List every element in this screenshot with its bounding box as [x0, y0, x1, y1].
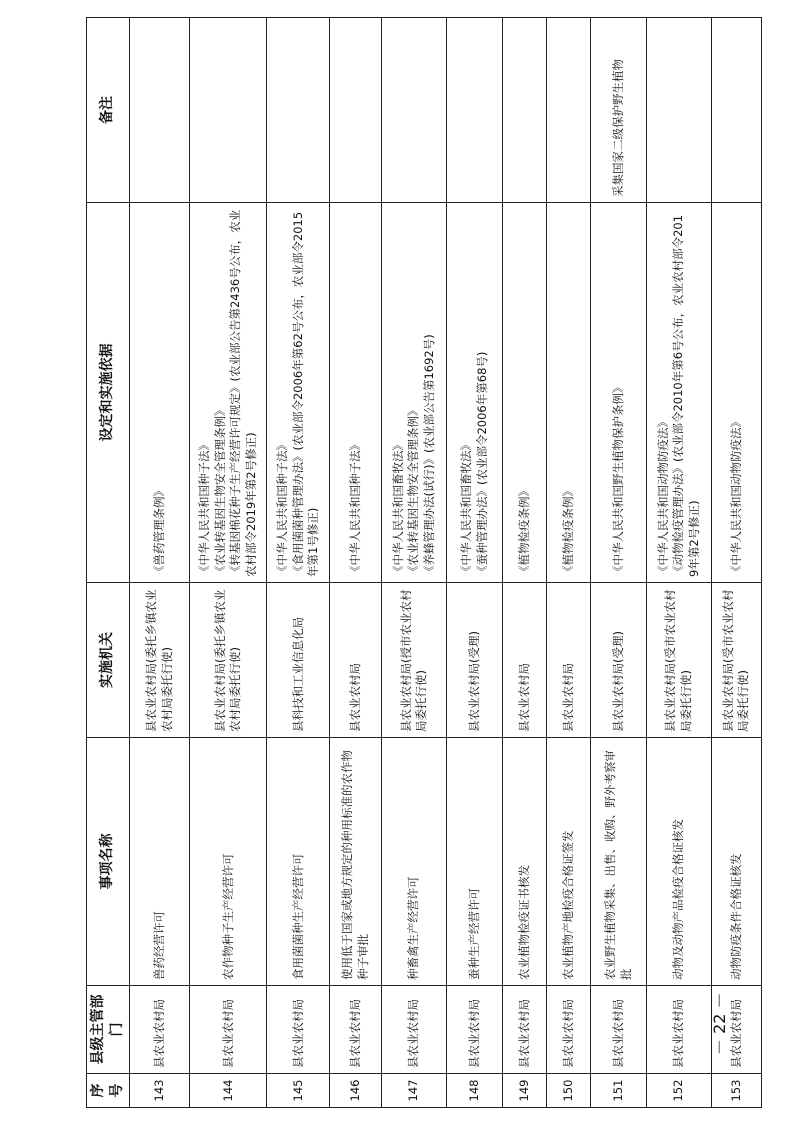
- row-department: 县农业农村局: [330, 986, 382, 1074]
- row-number: 151: [590, 1074, 646, 1108]
- legal-basis-line: 《动物检疫管理办法》(农业部令2010年第6号公布，农业农村部令2019年第2号修正): [671, 214, 701, 577]
- table-row: [129, 18, 190, 1108]
- legal-basis-line: 《中华人民共和国野生植物保护条例》: [610, 381, 625, 577]
- row-department: 县农业农村局: [190, 986, 267, 1074]
- administrative-licensing-table: [86, 17, 762, 1108]
- row-number: 150: [547, 1074, 591, 1108]
- row-legal-basis: [647, 203, 712, 583]
- legal-basis-line: 《植物检疫条例》: [560, 485, 575, 577]
- legal-basis-line: 《中华人民共和国畜牧法》: [390, 439, 405, 577]
- row-note: [547, 18, 591, 203]
- row-number: 144: [190, 1074, 267, 1108]
- header-basis: 设定和实施依据: [87, 203, 130, 583]
- row-implementing-agency: 县农业农村局(受理): [590, 583, 646, 738]
- row-legal-basis: [382, 203, 447, 583]
- row-legal-basis: [267, 203, 330, 583]
- row-legal-basis: [711, 203, 761, 583]
- page-number: － 22 －: [710, 992, 729, 1055]
- row-department: 县农业农村局: [647, 986, 712, 1074]
- row-implementing-agency: 县农业农村局(委托乡镇农业农村局委托行使): [190, 583, 267, 738]
- row-item-name: 种畜禽生产经营许可: [382, 738, 447, 986]
- row-note: [190, 18, 267, 203]
- row-item-name: 兽药经营许可: [129, 738, 190, 986]
- row-department: 县农业农村局: [382, 986, 447, 1074]
- row-department: 县农业农村局: [503, 986, 547, 1074]
- header-note: 备注: [87, 18, 130, 203]
- row-note: [446, 18, 502, 203]
- legal-basis-line: 《植物检疫条例》: [516, 485, 531, 577]
- table-row: [711, 18, 761, 1108]
- table-row: [503, 18, 547, 1108]
- row-legal-basis: [446, 203, 502, 583]
- table-row: [446, 18, 502, 1108]
- legal-basis-line: 《蚕种管理办法》(农业部令2006年第68号): [474, 351, 489, 577]
- legal-basis-line: 《养蜂管理办法(试行)》(农业部公告第1692号): [421, 334, 436, 577]
- row-legal-basis: [129, 203, 190, 583]
- table-row: [190, 18, 267, 1108]
- row-note: [382, 18, 447, 203]
- row-number: 148: [446, 1074, 502, 1108]
- row-note: [267, 18, 330, 203]
- row-note: 采集国家二级保护野生植物: [590, 18, 646, 203]
- row-department: 县农业农村局: [446, 986, 502, 1074]
- rotated-table-container: [86, 18, 762, 1108]
- header-no: 序号: [87, 1074, 130, 1108]
- legal-basis-line: 《中华人民共和国畜牧法》: [459, 439, 474, 577]
- legal-basis-line: 《农业转基因生物安全管理条例》: [212, 404, 227, 577]
- row-number: 152: [647, 1074, 712, 1108]
- row-item-name: 农作物种子生产经营许可: [190, 738, 267, 986]
- row-item-name: 动物及动物产品检疫合格证核发: [647, 738, 712, 986]
- row-legal-basis: [547, 203, 591, 583]
- legal-basis-line: 《中华人民共和国种子法》: [347, 439, 362, 577]
- row-item-name: 蚕种生产经营许可: [446, 738, 502, 986]
- row-number: 149: [503, 1074, 547, 1108]
- legal-basis-line: 《中华人民共和国种子法》: [274, 439, 289, 577]
- row-note: [129, 18, 190, 203]
- row-implementing-agency: 县农业农村局(委托乡镇农业农村局委托行使): [129, 583, 190, 738]
- legal-basis-line: 《中华人民共和国动物防疫法》: [655, 416, 670, 577]
- row-note: [647, 18, 712, 203]
- row-legal-basis: [330, 203, 382, 583]
- table-row: [647, 18, 712, 1108]
- table-row: [547, 18, 591, 1108]
- row-item-name: 食用菌菌种生产经营许可: [267, 738, 330, 986]
- row-department: 县农业农村局: [129, 986, 190, 1074]
- row-implementing-agency: 县科技和工业信息化局: [267, 583, 330, 738]
- row-department: 县农业农村局: [547, 986, 591, 1074]
- table-header-row: [87, 18, 130, 1108]
- row-implementing-agency: 县农业农村局(受市农业农村局委托行使): [647, 583, 712, 738]
- row-implementing-agency: 县农业农村局: [503, 583, 547, 738]
- row-item-name: 使用低于国家或地方规定的种用标准的农作物种子审批: [330, 738, 382, 986]
- legal-basis-line: 《农业转基因生物安全管理条例》: [406, 404, 421, 577]
- row-implementing-agency: 县农业农村局(受市农业农村局委托行使): [711, 583, 761, 738]
- row-implementing-agency: 县农业农村局(受理): [446, 583, 502, 738]
- table-row: [267, 18, 330, 1108]
- table-row: [382, 18, 447, 1108]
- legal-basis-line: 《兽药管理条例》: [151, 485, 166, 577]
- row-item-name: 农业植物检疫证书核发: [503, 738, 547, 986]
- header-org: 实施机关: [87, 583, 130, 738]
- header-name: 事项名称: [87, 738, 130, 986]
- row-note: [503, 18, 547, 203]
- row-implementing-agency: 县农业农村局: [547, 583, 591, 738]
- row-item-name: 动物防疫条件合格证核发: [711, 738, 761, 986]
- row-number: 143: [129, 1074, 190, 1108]
- table-body: [129, 18, 761, 1108]
- legal-basis-line: 《食用菌菌种管理办法》(农业部令2006年第62号公布，农业部令2015年第1号修正): [290, 211, 321, 577]
- row-note: [711, 18, 761, 203]
- table-row: [330, 18, 382, 1108]
- legal-basis-line: 《中华人民共和国动物防疫法》: [728, 416, 743, 577]
- row-note: [330, 18, 382, 203]
- row-department: 县农业农村局: [267, 986, 330, 1074]
- row-legal-basis: [503, 203, 547, 583]
- row-item-name: 农业野生植物采集、出售、收购、野外考察审批: [590, 738, 646, 986]
- row-number: 146: [330, 1074, 382, 1108]
- legal-basis-line: 《中华人民共和国种子法》: [197, 439, 212, 577]
- row-item-name: 农业植物产地检疫合格证签发: [547, 738, 591, 986]
- table-row: [590, 18, 646, 1108]
- legal-basis-line: 《转基因棉花种子生产经营许可规定》(农业部公告第2436号公布，农业农村部令2019年第2号修正): [228, 209, 258, 577]
- row-number: 153: [711, 1074, 761, 1108]
- row-department: 县农业农村局: [711, 986, 761, 1074]
- row-legal-basis: [190, 203, 267, 583]
- row-implementing-agency: 县农业农村局: [330, 583, 382, 738]
- row-department: 县农业农村局: [590, 986, 646, 1074]
- row-legal-basis: [590, 203, 646, 583]
- row-number: 145: [267, 1074, 330, 1108]
- row-number: 147: [382, 1074, 447, 1108]
- header-dept: 县级主管部门: [87, 986, 130, 1074]
- row-implementing-agency: 县农业农村局(授市农业农村局委托行使): [382, 583, 447, 738]
